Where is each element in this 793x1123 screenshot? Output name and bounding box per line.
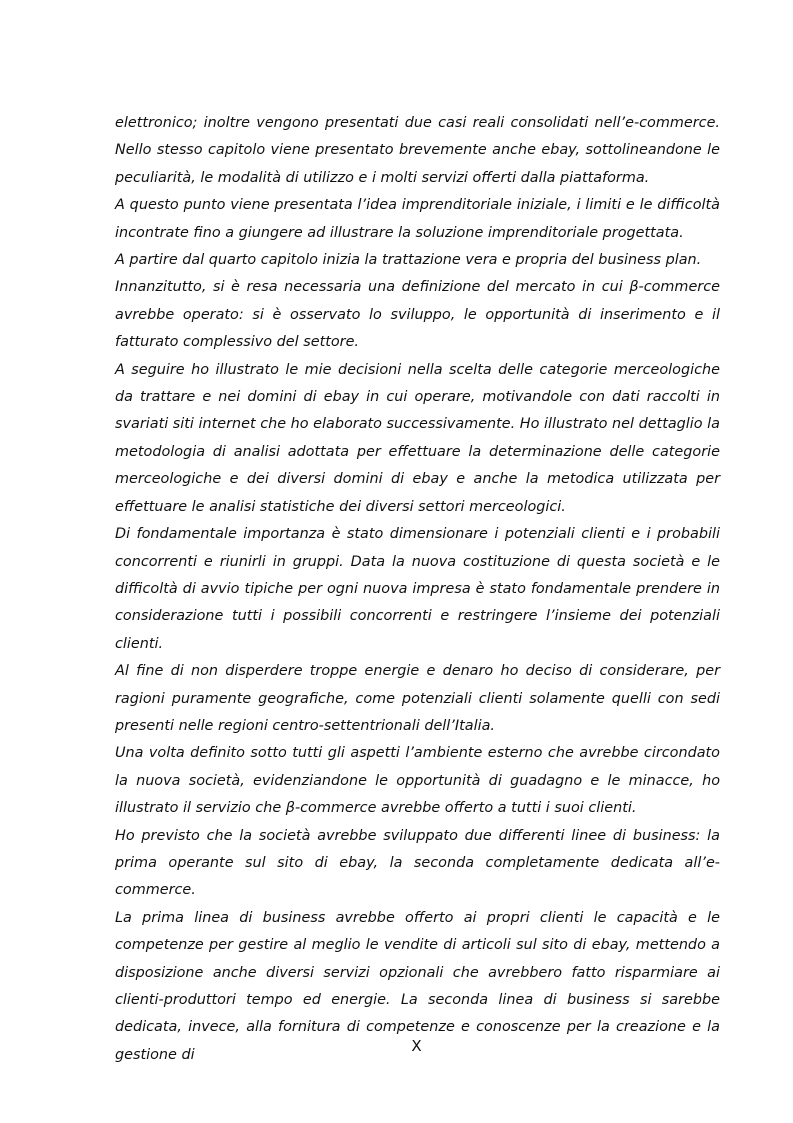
paragraph-1: elettronico; inoltre vengono presentati due casi reali consolidati nell’e-commerce. Nello stesso capitolo viene presentato brevemente anche ebay, sottolineandone le peculiarità, le modalità di utilizzo e i molti servizi offerti dalla piattaforma. (115, 115, 720, 186)
paragraph-3: A partire dal quarto capitolo inizia la trattazione vera e propria del business plan. (115, 252, 702, 269)
paragraph-5: A seguire ho illustrato le mie decisioni nella scelta delle categorie merceologiche da trattare e nei domini di ebay in cui operare, motivandole con dati raccolti in svariati siti internet che ho elaborato successivamente. Ho illustrato nel dettaglio la metodologia di analisi adottata per effettuare la determinazione delle categorie merceologiche e dei diversi domini di ebay e anche la metodica utilizzata per effettuare le analisi statistiche dei diversi settori merceologici. (115, 361, 720, 515)
paragraph-4: Innanzitutto, si è resa necessaria una definizione del mercato in cui β-commerce avrebbe operato: si è osservato lo sviluppo, le opportunità di inserimento e il fatturato complessivo del settore. (115, 279, 720, 351)
paragraph-6: Di fondamentale importanza è stato dimensionare i potenziali clienti e i probabili concorrenti e riunirli in gruppi. Data la nuova costituzione di questa società e le difficoltà di avvio tipiche per ogni nuova impresa è stato fondamentale prendere in considerazione tutti i possibili concorrenti e restringere l’insieme dei potenziali clienti. (115, 526, 720, 652)
paragraph-10: La prima linea di business avrebbe offerto ai propri clienti le capacità e le competenze per gestire al meglio le vendite di articoli sul sito di ebay, mettendo a disposizione anche diversi servizi opzionali che avrebbero fatto risparmiare ai clienti-produttori tempo ed energie. La seconda linea di business si sarebbe dedicata, invece, alla fornitura di competenze e conoscenze per la creazione e la gestione di (115, 909, 720, 1063)
paragraph-7: Al fine di non disperdere troppe energie e denaro ho deciso di considerare, per ragioni puramente geografiche, come potenziali clienti solamente quelli con sedi presenti nelle regioni centro-settentrionali dell’Italia. (115, 663, 720, 734)
paragraph-8: Una volta definito sotto tutti gli aspetti l’ambiente esterno che avrebbe circondato la nuova società, evidenziandone le opportunità di guadagno e le minacce, ho illustrato il servizio che β-commerce avrebbe offerto a tutti i suoi clienti. (115, 745, 720, 817)
paragraph-2: A questo punto viene presentata l’idea imprenditoriale iniziale, i limiti e le difficoltà incontrate fino a giungere ad illustrare la soluzione imprenditoriale progettata. (115, 197, 720, 241)
body-text (115, 110, 720, 1069)
page-number: X (411, 1037, 422, 1055)
paragraph-9: Ho previsto che la società avrebbe sviluppato due differenti linee di business: la prima operante sul sito di ebay, la seconda completamente dedicata all’e-commerce. (115, 827, 720, 899)
